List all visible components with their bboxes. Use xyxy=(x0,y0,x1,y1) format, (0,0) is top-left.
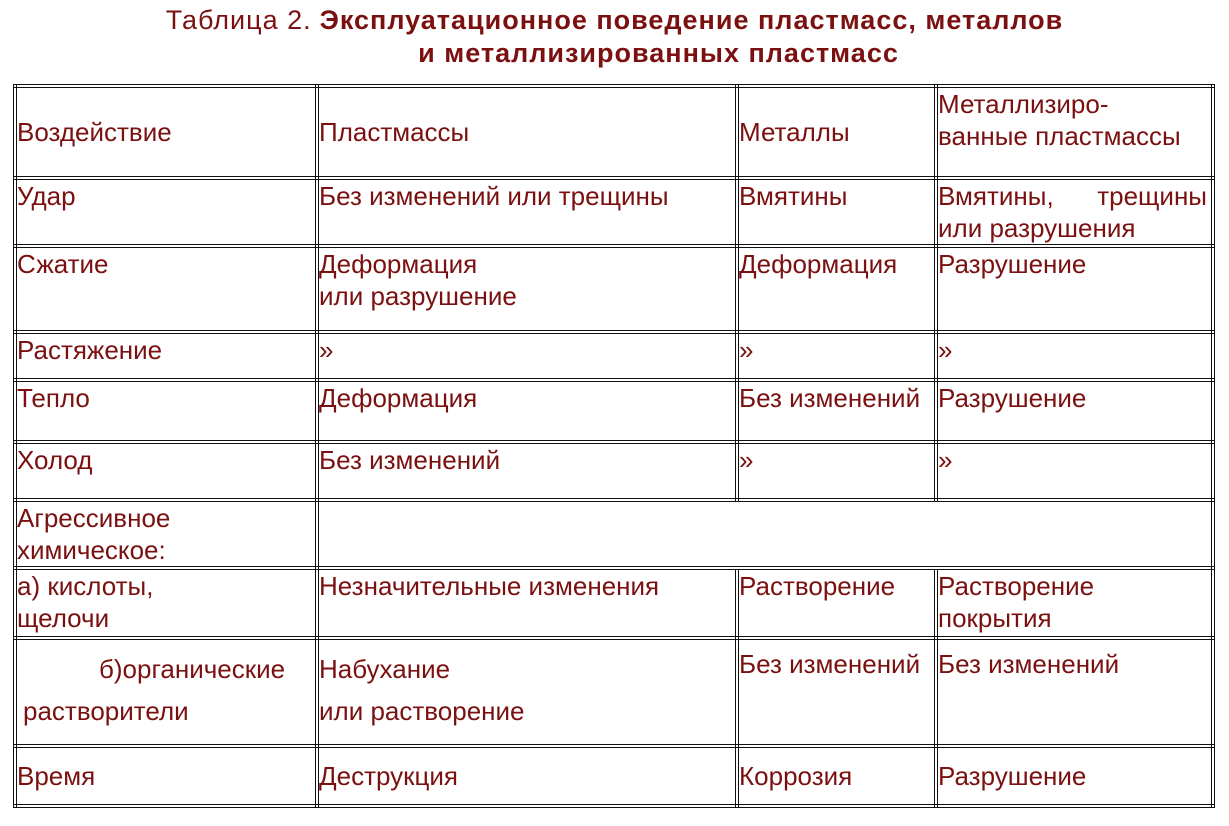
cell-impact-text: Удар xyxy=(17,181,76,211)
cell-metallized xyxy=(936,332,1213,380)
cell-impact-line1: Агрессивное xyxy=(17,503,171,533)
cell-metallized-text: » xyxy=(938,335,953,365)
cell-plastics-text: » xyxy=(319,335,334,365)
cell-impact-line2: щелочи xyxy=(17,603,110,633)
cell-metallized-line1 xyxy=(938,180,1211,212)
cell-plastics xyxy=(317,332,737,380)
cell-impact-text: Растяжение xyxy=(17,335,163,365)
header-plastics-label: Пластмассы xyxy=(319,117,470,147)
cell-plastics xyxy=(317,380,737,442)
cell-plastics xyxy=(317,568,737,638)
cell-plastics-text: Без изменений xyxy=(319,445,501,475)
cell-impact xyxy=(15,442,317,500)
cell-plastics-text: Незначительные изменения xyxy=(319,571,660,601)
caption-bold-line1: Эксплуатационное поведение пластмасс, металлов xyxy=(319,5,1064,35)
cell-metallized-text: » xyxy=(938,445,953,475)
cell-metallized-line1: Растворение xyxy=(938,571,1095,601)
cell-metals-text: » xyxy=(739,335,754,365)
cell-plastics xyxy=(317,638,737,746)
table-row xyxy=(15,746,1213,806)
header-metallized-line1: Металлизиро- xyxy=(938,89,1109,119)
cell-plastics-line1: Набухание xyxy=(319,654,451,684)
table-header-row xyxy=(15,86,1213,178)
cell-metals xyxy=(737,380,936,442)
cell-metallized-word1: Вмятины, xyxy=(938,181,1054,211)
table-caption xyxy=(0,4,1229,70)
cell-metallized-line2: или разрушения xyxy=(938,213,1136,243)
cell-impact xyxy=(15,746,317,806)
table-row xyxy=(15,380,1213,442)
cell-metals-text: Без изменений xyxy=(739,383,921,413)
header-impact-label: Воздействие xyxy=(17,117,172,147)
cell-metals-text: Вмятины xyxy=(739,181,848,211)
cell-metallized xyxy=(936,380,1213,442)
cell-metallized-text: Разрушение xyxy=(938,761,1087,791)
cell-metals xyxy=(737,638,936,746)
header-metallized xyxy=(936,86,1213,178)
cell-empty-merged xyxy=(317,500,1213,568)
cell-metallized xyxy=(936,746,1213,806)
cell-metals xyxy=(737,178,936,246)
header-impact xyxy=(15,86,317,178)
cell-impact-text: Сжатие xyxy=(17,249,109,279)
cell-metallized-text: Разрушение xyxy=(938,249,1087,279)
cell-plastics xyxy=(317,246,737,332)
cell-metals xyxy=(737,568,936,638)
cell-impact xyxy=(15,246,317,332)
cell-metals-text: Без изменений xyxy=(739,649,921,679)
cell-impact xyxy=(15,332,317,380)
cell-metals xyxy=(737,246,936,332)
cell-metals-text: Коррозия xyxy=(739,761,853,791)
behavior-table xyxy=(13,84,1215,808)
cell-metals-text: Деформация xyxy=(739,249,898,279)
cell-impact xyxy=(15,380,317,442)
cell-impact xyxy=(15,500,317,568)
cell-metallized-word2: трещины xyxy=(1097,181,1207,211)
cell-plastics xyxy=(317,746,737,806)
cell-metals-text: Растворение xyxy=(739,571,896,601)
header-metals xyxy=(737,86,936,178)
cell-metallized xyxy=(936,638,1213,746)
cell-plastics-line2: или растворение xyxy=(319,696,525,726)
cell-metallized-text: Разрушение xyxy=(938,383,1087,413)
cell-metallized xyxy=(936,568,1213,638)
header-metals-label: Металлы xyxy=(739,117,850,147)
cell-impact xyxy=(15,638,317,746)
cell-metals xyxy=(737,442,936,500)
cell-impact-line1: а) кислоты, xyxy=(17,571,154,601)
table-row xyxy=(15,442,1213,500)
cell-metals xyxy=(737,332,936,380)
cell-impact-text: Тепло xyxy=(17,383,90,413)
table-row xyxy=(15,500,1213,568)
cell-impact xyxy=(15,568,317,638)
table-row xyxy=(15,332,1213,380)
caption-bold-line2: и металлизированных пластмасс xyxy=(418,38,899,68)
caption-prefix: Таблица 2. xyxy=(165,5,312,35)
cell-metals-text: » xyxy=(739,445,754,475)
cell-metallized-text: Без изменений xyxy=(938,649,1120,679)
cell-impact-text: Время xyxy=(17,761,96,791)
table-row xyxy=(15,638,1213,746)
cell-impact-line1: б)органические xyxy=(99,654,286,684)
cell-impact-line2: растворители xyxy=(23,696,189,726)
cell-plastics xyxy=(317,178,737,246)
cell-impact xyxy=(15,178,317,246)
cell-metallized xyxy=(936,178,1213,246)
cell-metallized xyxy=(936,442,1213,500)
cell-plastics-text: Без изменений или трещины xyxy=(319,181,669,211)
cell-plastics-line2: или разрушение xyxy=(319,281,517,311)
cell-metallized-line2: покрытия xyxy=(938,603,1052,633)
table-row xyxy=(15,246,1213,332)
cell-impact-line2: химическое: xyxy=(17,535,166,565)
cell-plastics-line1: Деформация xyxy=(319,249,478,279)
cell-plastics-text: Деструкция xyxy=(319,761,459,791)
header-plastics xyxy=(317,86,737,178)
cell-plastics-text: Деформация xyxy=(319,383,478,413)
table-row xyxy=(15,568,1213,638)
cell-impact-text: Холод xyxy=(17,445,93,475)
cell-metallized xyxy=(936,246,1213,332)
cell-plastics xyxy=(317,442,737,500)
header-metallized-line2: ванные пластмассы xyxy=(938,121,1181,151)
table-row xyxy=(15,178,1213,246)
cell-metals xyxy=(737,746,936,806)
